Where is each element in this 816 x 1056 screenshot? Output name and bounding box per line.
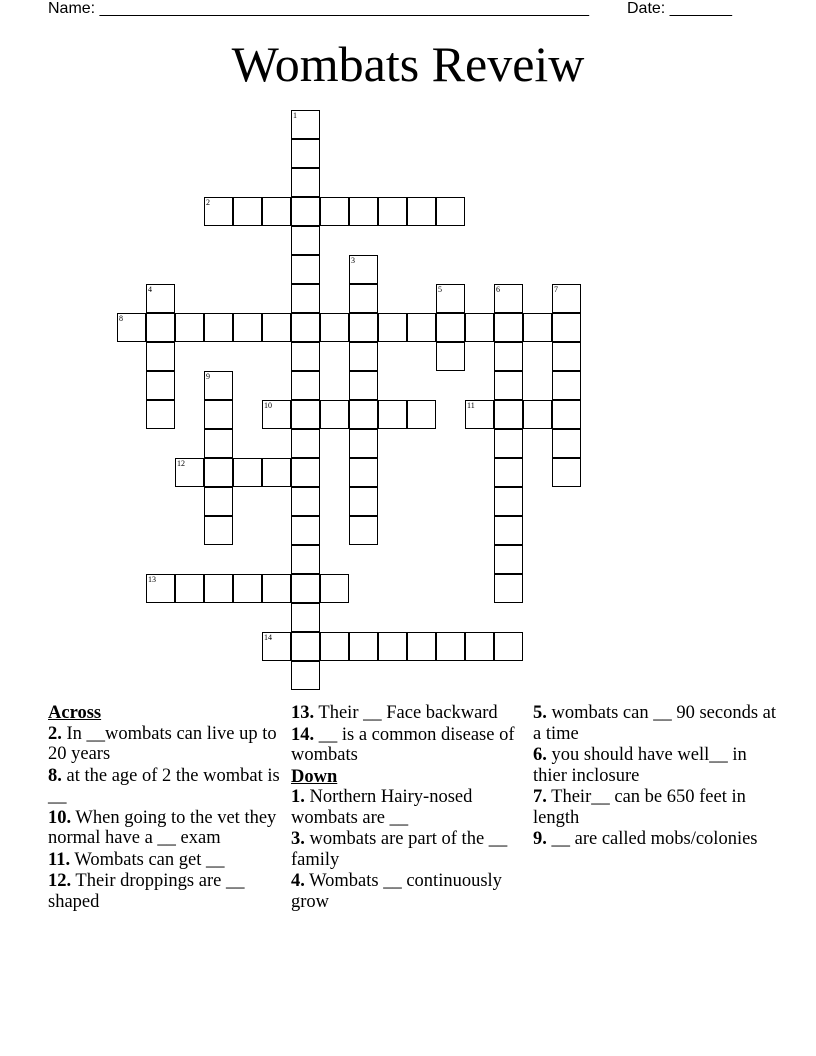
crossword-cell[interactable] (494, 516, 523, 545)
crossword-cell[interactable] (320, 197, 349, 226)
clue-number: 6 (496, 285, 500, 294)
crossword-cell[interactable] (494, 371, 523, 400)
crossword-cell[interactable] (204, 197, 233, 226)
clue-number: 14 (264, 633, 272, 642)
clue-number: 11 (467, 401, 475, 410)
clue-number: 2 (206, 198, 210, 207)
clues-column-3 (533, 703, 783, 851)
crossword-cell[interactable] (146, 371, 175, 400)
clue-across-8: 8. at the age of 2 the wombat is __ (48, 765, 280, 806)
crossword-cell[interactable] (552, 429, 581, 458)
crossword-cell[interactable] (349, 255, 378, 284)
clue-number: 13 (148, 575, 156, 584)
clues-column-1 (48, 703, 288, 913)
crossword-cell[interactable] (291, 284, 320, 313)
clue-number: 7 (554, 285, 558, 294)
crossword-cell[interactable] (378, 400, 407, 429)
crossword-cell[interactable] (262, 632, 291, 661)
crossword-cell[interactable] (291, 139, 320, 168)
crossword-cell[interactable] (291, 545, 320, 574)
crossword-cell[interactable] (494, 342, 523, 371)
clue-down-9: 9. __ are called mobs/colonies (533, 829, 758, 849)
crossword-cell[interactable] (436, 197, 465, 226)
crossword-cell[interactable] (494, 458, 523, 487)
crossword-cell[interactable] (552, 313, 581, 342)
crossword-cell[interactable] (378, 313, 407, 342)
crossword-cell[interactable] (494, 545, 523, 574)
crossword-cell[interactable] (262, 313, 291, 342)
crossword-cell[interactable] (291, 603, 320, 632)
crossword-cell[interactable] (552, 458, 581, 487)
crossword-cell[interactable] (320, 632, 349, 661)
crossword-cell[interactable] (146, 342, 175, 371)
crossword-cell[interactable] (407, 313, 436, 342)
crossword-cell[interactable] (436, 313, 465, 342)
clue-across-2: 2. In __wombats can live up to 20 years (48, 723, 277, 764)
crossword-cell[interactable] (262, 574, 291, 603)
crossword-cell[interactable] (320, 574, 349, 603)
crossword-cell[interactable] (204, 574, 233, 603)
clue-down-5: 5. wombats can __ 90 seconds at a time (533, 703, 777, 744)
crossword-cell[interactable] (262, 197, 291, 226)
crossword-cell[interactable] (204, 487, 233, 516)
crossword-cell[interactable] (146, 574, 175, 603)
crossword-cell[interactable] (349, 284, 378, 313)
crossword-cell[interactable] (291, 632, 320, 661)
crossword-cell[interactable] (349, 197, 378, 226)
crossword-cell[interactable] (494, 313, 523, 342)
crossword-cell[interactable] (465, 313, 494, 342)
clue-number: 10 (264, 401, 272, 410)
crossword-cell[interactable] (291, 255, 320, 284)
name-field[interactable]: Name: _______________________________________________________ (48, 0, 589, 17)
crossword-cell[interactable] (262, 458, 291, 487)
crossword-cell[interactable] (146, 284, 175, 313)
crossword-cell[interactable] (204, 313, 233, 342)
crossword-cell[interactable] (465, 400, 494, 429)
crossword-cell[interactable] (233, 313, 262, 342)
crossword-cell[interactable] (523, 313, 552, 342)
crossword-cell[interactable] (291, 487, 320, 516)
crossword-cell[interactable] (552, 342, 581, 371)
crossword-cell[interactable] (378, 632, 407, 661)
clue-number: 12 (177, 459, 185, 468)
across-heading: Across (48, 703, 102, 723)
clue-number: 1 (293, 111, 297, 120)
crossword-cell[interactable] (291, 226, 320, 255)
crossword-cell[interactable] (204, 516, 233, 545)
clue-number: 8 (119, 314, 123, 323)
crossword-cell[interactable] (552, 400, 581, 429)
crossword-cell[interactable] (349, 371, 378, 400)
crossword-cell[interactable] (523, 400, 552, 429)
crossword-cell[interactable] (291, 110, 320, 139)
crossword-cell[interactable] (233, 197, 262, 226)
clue-number: 4 (148, 285, 152, 294)
crossword-cell[interactable] (291, 458, 320, 487)
crossword-cell[interactable] (552, 371, 581, 400)
crossword-cell[interactable] (233, 458, 262, 487)
clue-down-3: 3. wombats are part of the __ family (291, 829, 508, 870)
crossword-cell[interactable] (436, 342, 465, 371)
crossword-cell[interactable] (436, 632, 465, 661)
clue-across-14: 14. __ is a common disease of wombats (291, 724, 515, 765)
crossword-cell[interactable] (378, 197, 407, 226)
crossword-cell[interactable] (291, 197, 320, 226)
crossword-cell[interactable] (291, 313, 320, 342)
crossword-cell[interactable] (291, 400, 320, 429)
clue-down-1: 1. Northern Hairy-nosed wombats are __ (291, 787, 473, 828)
clue-down-6: 6. you should have well__ in thier inclosure (533, 745, 747, 786)
crossword-cell[interactable] (465, 632, 494, 661)
crossword-cell[interactable] (320, 400, 349, 429)
crossword-cell[interactable] (233, 574, 262, 603)
crossword-cell[interactable] (117, 313, 146, 342)
crossword-cell[interactable] (291, 168, 320, 197)
crossword-cell[interactable] (291, 342, 320, 371)
clue-across-12: 12. Their droppings are __ shaped (48, 871, 245, 912)
clue-across-11: 11. Wombats can get __ (48, 849, 225, 870)
crossword-cell[interactable] (407, 197, 436, 226)
crossword-cell[interactable] (349, 458, 378, 487)
crossword-cell[interactable] (320, 313, 349, 342)
clue-number: 5 (438, 285, 442, 294)
crossword-cell[interactable] (291, 574, 320, 603)
clue-across-13: 13. Their __ Face backward (291, 703, 498, 723)
crossword-cell[interactable] (552, 284, 581, 313)
crossword-cell[interactable] (349, 342, 378, 371)
crossword-cell[interactable] (204, 371, 233, 400)
crossword-cell[interactable] (146, 313, 175, 342)
crossword-cell[interactable] (204, 458, 233, 487)
crossword-cell[interactable] (204, 400, 233, 429)
crossword-cell[interactable] (494, 574, 523, 603)
crossword-cell[interactable] (349, 487, 378, 516)
crossword-cell[interactable] (291, 516, 320, 545)
crossword-cell[interactable] (349, 632, 378, 661)
crossword-cell[interactable] (291, 661, 320, 690)
date-field[interactable]: Date: _______ (627, 0, 732, 17)
crossword-cell[interactable] (494, 487, 523, 516)
crossword-cell[interactable] (175, 313, 204, 342)
clue-number: 3 (351, 256, 355, 265)
crossword-cell[interactable] (407, 632, 436, 661)
crossword-cell[interactable] (494, 429, 523, 458)
clue-down-4: 4. Wombats __ continuously grow (291, 871, 502, 912)
crossword-cell[interactable] (291, 371, 320, 400)
crossword-cell[interactable] (175, 458, 204, 487)
crossword-cell[interactable] (436, 284, 465, 313)
crossword-cell[interactable] (291, 429, 320, 458)
crossword-cell[interactable] (494, 284, 523, 313)
clues-column-2 (291, 703, 531, 913)
crossword-cell[interactable] (494, 632, 523, 661)
down-heading: Down (291, 766, 338, 787)
crossword-cell[interactable] (204, 429, 233, 458)
crossword-cell[interactable] (349, 313, 378, 342)
page-title: Wombats Reveiw (231, 36, 585, 92)
crossword-cell[interactable] (175, 574, 204, 603)
crossword-cell[interactable] (407, 400, 436, 429)
crossword-cell[interactable] (349, 429, 378, 458)
crossword-cell[interactable] (494, 400, 523, 429)
crossword-cell[interactable] (349, 516, 378, 545)
crossword-cell[interactable] (262, 400, 291, 429)
clue-across-10: 10. When going to the vet they normal have a __ exam (48, 807, 277, 848)
clue-number: 9 (206, 372, 210, 381)
crossword-cell[interactable] (146, 400, 175, 429)
clue-down-7: 7. Their__ can be 650 feet in length (533, 787, 746, 828)
crossword-cell[interactable] (349, 400, 378, 429)
